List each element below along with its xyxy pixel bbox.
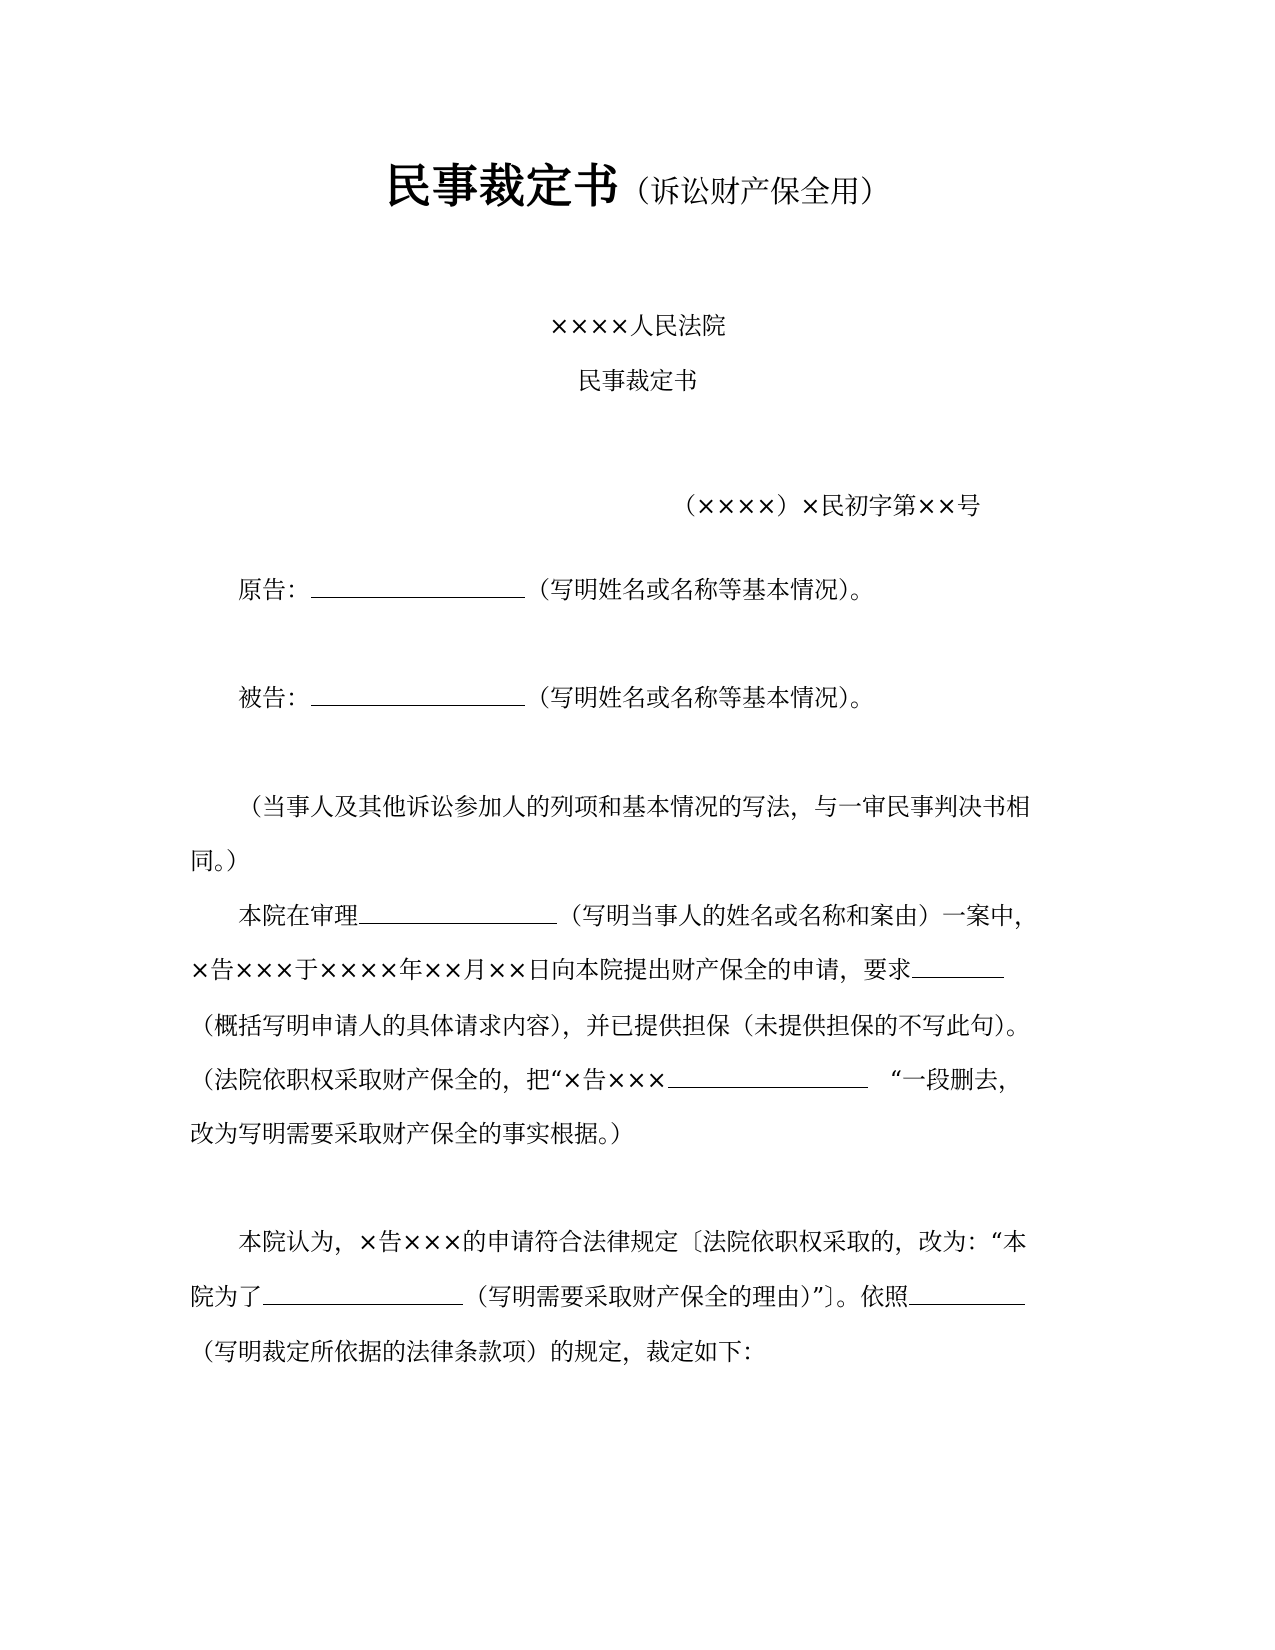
document-type: 民事裁定书	[577, 367, 698, 395]
reasoning-line-3: （写明裁定所依据的法律条款项）的规定，裁定如下：	[190, 1338, 766, 1366]
reasoning-for: 院为了	[190, 1283, 262, 1311]
law-blank	[909, 1284, 1025, 1305]
facts-court-initiative: （法院依职权采取财产保全的，把“×告×××	[190, 1066, 667, 1094]
facts-line-5: 改为写明需要采取财产保全的事实根据。）	[190, 1120, 634, 1148]
document-title	[0, 150, 1275, 216]
plaintiff-blank	[311, 577, 525, 598]
defendant-line	[238, 682, 1080, 714]
initiative-blank	[668, 1067, 868, 1088]
title-subtitle: （诉讼财产保全用）	[620, 175, 890, 210]
facts-line-2	[190, 954, 1080, 986]
reasoning-line-1: 本院认为，×告×××的申请符合法律规定〔法院依职权采取的，改为：“本	[238, 1228, 1027, 1256]
party-note-line-1: （当事人及其他诉讼参加人的列项和基本情况的写法，与一审民事判决书相	[238, 793, 1030, 821]
facts-line-3: （概括写明申请人的具体请求内容），并已提供担保（未提供担保的不写此句）。	[190, 1012, 1030, 1040]
defendant-label: 被告：	[238, 684, 310, 712]
reasoning-line-2	[190, 1281, 1080, 1313]
request-blank	[912, 957, 1004, 978]
title-main: 民事裁定书	[385, 159, 620, 213]
court-name: ××××人民法院	[549, 312, 726, 340]
party-note-line-2: 同。）	[190, 847, 250, 875]
case-blank	[359, 903, 557, 924]
facts-case-note: （写明当事人的姓名或名称和案由）一案中，	[558, 902, 1038, 930]
defendant-note: （写明姓名或名称等基本情况）。	[526, 684, 874, 712]
facts-line-4	[190, 1064, 1080, 1096]
defendant-blank	[311, 685, 525, 706]
reason-blank	[263, 1284, 463, 1305]
plaintiff-line	[238, 574, 1080, 606]
plaintiff-label: 原告：	[238, 576, 310, 604]
facts-application: ×告×××于××××年××月××日向本院提出财产保全的申请，要求	[190, 956, 912, 984]
facts-intro: 本院在审理	[238, 902, 358, 930]
plaintiff-note: （写明姓名或名称等基本情况）。	[526, 576, 874, 604]
facts-delete-note: “一段删去，	[889, 1066, 1022, 1094]
case-number: （××××）×民初字第××号	[672, 492, 981, 520]
facts-line-1	[238, 900, 1080, 932]
reasoning-basis: （写明需要采取财产保全的理由）”〕。依照	[464, 1283, 909, 1311]
